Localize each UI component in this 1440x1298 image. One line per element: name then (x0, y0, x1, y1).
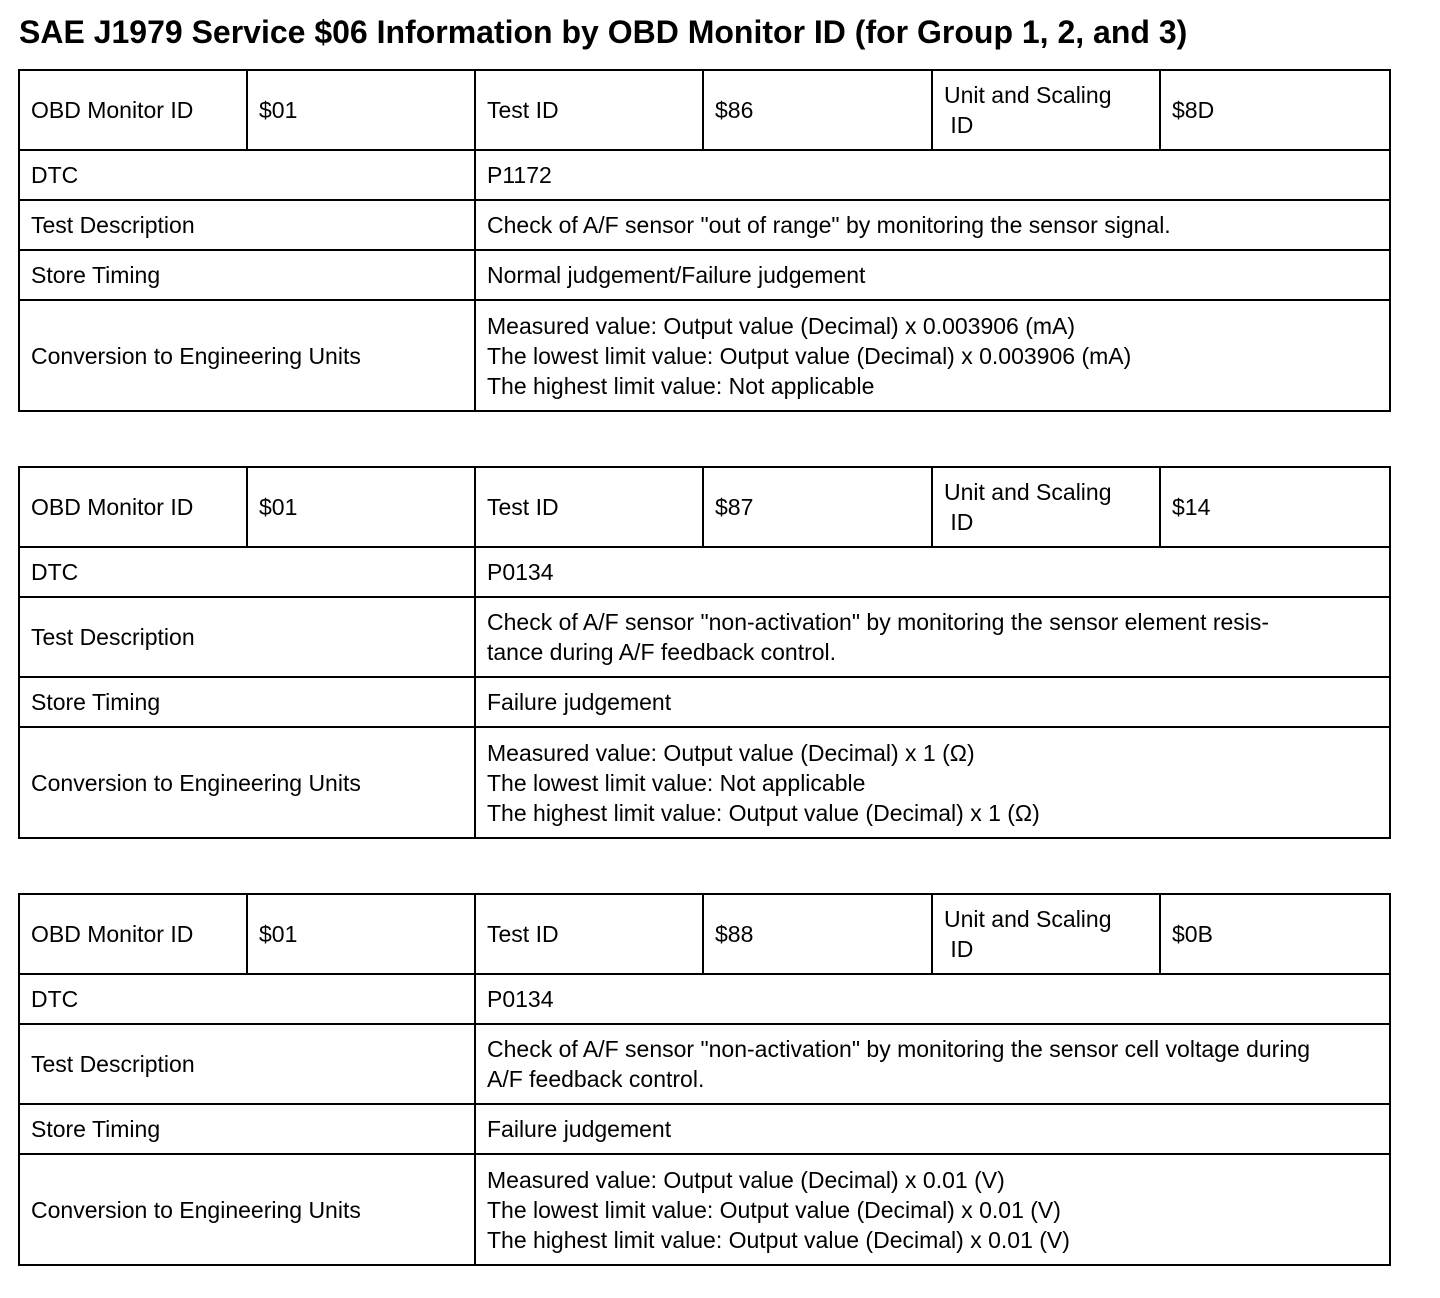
unit-scaling-id-label (932, 70, 1160, 150)
dtc-value: P1172 (475, 150, 1390, 200)
obd-monitor-id-label: OBD Monitor ID (19, 467, 247, 547)
test-description-row (19, 200, 1390, 250)
test-description-row (19, 597, 1390, 677)
store-timing-row (19, 1104, 1390, 1154)
measured-value-line: Measured value: Output value (Decimal) x 0.01 (V) (487, 1166, 1005, 1193)
test-id-label: Test ID (475, 70, 703, 150)
test-description-label: Test Description (19, 597, 475, 677)
conversion-row (19, 300, 1390, 411)
unit-scaling-id-value: $8D (1160, 70, 1390, 150)
page-title: SAE J1979 Service $06 Information by OBD Monitor ID (for Group 1, 2, and 3) (19, 14, 1188, 50)
conversion-label: Conversion to Engineering Units (19, 1154, 475, 1265)
test-description-row (19, 1024, 1390, 1104)
unit-scaling-label-line1: Unit and Scaling (944, 479, 1112, 505)
test-description-value (475, 597, 1390, 677)
obd-monitor-id-value: $01 (247, 894, 475, 974)
unit-scaling-id-label (932, 467, 1160, 547)
store-timing-value: Normal judgement/Failure judgement (475, 250, 1390, 300)
unit-scaling-label-line1: Unit and Scaling (944, 906, 1112, 932)
header-row (19, 70, 1390, 150)
conversion-label: Conversion to Engineering Units (19, 300, 475, 411)
dtc-value: P0134 (475, 547, 1390, 597)
test-description-line: Check of A/F sensor "non-activation" by monitoring the sensor element resis- (487, 609, 1270, 635)
test-description-line: Check of A/F sensor "out of range" by monitoring the sensor signal. (487, 212, 1171, 238)
header-row (19, 894, 1390, 974)
measured-value-line: Measured value: Output value (Decimal) x 0.003906 (mA) (487, 312, 1076, 339)
test-description-value (475, 1024, 1390, 1104)
conversion-row (19, 1154, 1390, 1265)
obd-monitor-id-label: OBD Monitor ID (19, 894, 247, 974)
unit-scaling-label-line2: ID (944, 936, 974, 962)
test-description-label: Test Description (19, 1024, 475, 1104)
header-row (19, 467, 1390, 547)
dtc-row (19, 974, 1390, 1024)
obd-monitor-id-label: OBD Monitor ID (19, 70, 247, 150)
unit-scaling-id-value: $14 (1160, 467, 1390, 547)
conversion-row (19, 727, 1390, 838)
test-description-label: Test Description (19, 200, 475, 250)
conversion-value (475, 727, 1390, 838)
test-id-label: Test ID (475, 467, 703, 547)
dtc-value: P0134 (475, 974, 1390, 1024)
store-timing-row (19, 677, 1390, 727)
lowest-limit-line: The lowest limit value: Output value (Decimal) x 0.003906 (mA) (487, 342, 1132, 369)
store-timing-value: Failure judgement (475, 677, 1390, 727)
highest-limit-line: The highest limit value: Output value (Decimal) x 0.01 (V) (487, 1226, 1070, 1253)
store-timing-label: Store Timing (19, 1104, 475, 1154)
unit-scaling-id-label (932, 894, 1160, 974)
unit-scaling-label-line1: Unit and Scaling (944, 82, 1112, 108)
test-description-line: Check of A/F sensor "non-activation" by monitoring the sensor cell voltage during (487, 1036, 1311, 1062)
test-description-line: A/F feedback control. (487, 1066, 705, 1092)
obd-monitor-id-value: $01 (247, 467, 475, 547)
lowest-limit-line: The lowest limit value: Output value (Decimal) x 0.01 (V) (487, 1196, 1061, 1223)
test-id-value: $86 (703, 70, 932, 150)
unit-scaling-label-line2: ID (944, 112, 974, 138)
obd-info-table (18, 466, 1391, 839)
obd-monitor-id-value: $01 (247, 70, 475, 150)
highest-limit-line: The highest limit value: Not applicable (487, 372, 875, 399)
store-timing-label: Store Timing (19, 250, 475, 300)
test-id-label: Test ID (475, 894, 703, 974)
dtc-label: DTC (19, 150, 475, 200)
obd-info-table (18, 69, 1391, 412)
dtc-row (19, 150, 1390, 200)
conversion-label: Conversion to Engineering Units (19, 727, 475, 838)
measured-value-line: Measured value: Output value (Decimal) x 1 (Ω) (487, 739, 975, 766)
highest-limit-line: The highest limit value: Output value (Decimal) x 1 (Ω) (487, 799, 1040, 826)
test-description-line: tance during A/F feedback control. (487, 639, 837, 665)
dtc-label: DTC (19, 974, 475, 1024)
store-timing-row (19, 250, 1390, 300)
test-description-value (475, 200, 1390, 250)
lowest-limit-line: The lowest limit value: Not applicable (487, 769, 866, 796)
test-id-value: $87 (703, 467, 932, 547)
unit-scaling-label-line2: ID (944, 509, 974, 535)
unit-scaling-id-value: $0B (1160, 894, 1390, 974)
test-id-value: $88 (703, 894, 932, 974)
store-timing-value: Failure judgement (475, 1104, 1390, 1154)
obd-info-table (18, 893, 1391, 1266)
conversion-value (475, 300, 1390, 411)
dtc-row (19, 547, 1390, 597)
conversion-value (475, 1154, 1390, 1265)
store-timing-label: Store Timing (19, 677, 475, 727)
dtc-label: DTC (19, 547, 475, 597)
